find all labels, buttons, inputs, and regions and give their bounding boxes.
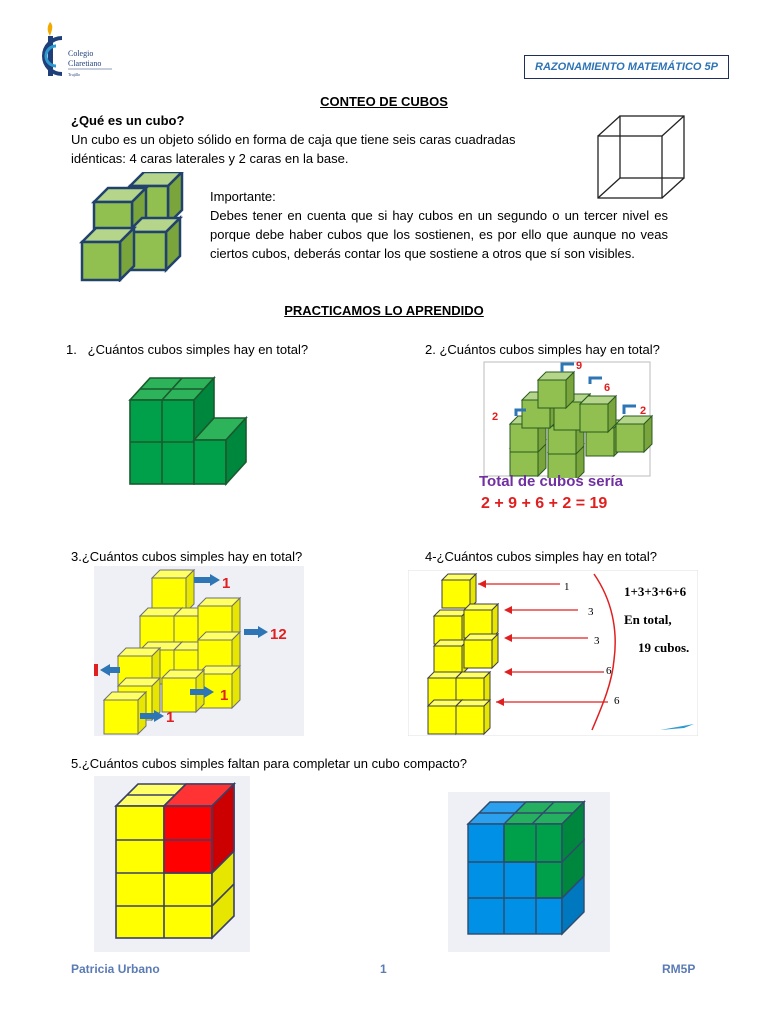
intro-cubes-figure [78, 172, 202, 282]
fig2-equation: 2 + 9 + 6 + 2 = 19 [481, 495, 608, 512]
figure-1-cubes [128, 374, 248, 486]
cube-definition: Un cubo es un objeto sólido en forma de caja que tiene seis caras cuadradas idénticas: 4 caras laterales y 2 caras en la base. [71, 132, 516, 166]
fig3-label-top: 1 [222, 575, 231, 592]
fig4-total-line-1: En total, [624, 612, 672, 627]
figure-5a-cubes [94, 776, 250, 952]
important-text: Debes tener en cuenta que si hay cubos en un segundo o un tercer nivel es porque debe haber cubos que los sostienen, es por ello que aunque no veas ciertos cubos, deberás contar los que sostiene a otros que sí son visibles. [210, 208, 668, 261]
figure-5b-cubes [448, 792, 610, 952]
page-title: CONTEO DE CUBOS [320, 94, 448, 109]
question-2: 2. ¿Cuántos cubos simples hay en total? [425, 342, 660, 357]
fig2-label-9: 9 [576, 360, 583, 372]
question-1: 1. ¿Cuántos cubos simples hay en total? [66, 342, 309, 357]
fig4-total-line-2: 19 cubos. [638, 640, 690, 655]
fig2-label-2-left: 2 [492, 411, 499, 423]
fig2-total-label: Total de cubos sería [479, 473, 623, 490]
fig2-label-2-right: 2 [640, 405, 647, 417]
figure-2-panel [476, 360, 658, 518]
fig2-label-6: 6 [604, 382, 611, 394]
question-5: 5.¿Cuántos cubos simples faltan para completar un cubo compacto? [71, 756, 467, 771]
logo-text-line-1: Colegio [68, 49, 94, 58]
fig4-label-6b: 6 [614, 695, 620, 707]
important-label: Importante: [210, 189, 276, 204]
question-heading: ¿Qué es un cubo? [71, 113, 185, 128]
school-logo [36, 16, 126, 82]
logo-text-line-3: Trujillo [68, 72, 81, 77]
fig4-label-3a: 3 [588, 606, 594, 618]
course-header [524, 55, 729, 79]
fig4-sum: 1+3+3+6+6 [624, 584, 687, 599]
question-4: 4-¿Cuántos cubos simples hay en total? [425, 549, 657, 564]
footer-code: RM5P [662, 962, 696, 976]
practice-title: PRACTICAMOS LO APRENDIDO [284, 303, 484, 318]
figure-3-panel [94, 566, 304, 736]
footer-author: Patricia Urbano [71, 962, 160, 976]
footer-page-number: 1 [380, 962, 387, 976]
logo-text-line-2: Claretiano [68, 59, 102, 68]
fig4-label-1: 1 [564, 581, 570, 593]
fig3-label-mid: 1 [220, 687, 229, 704]
fig3-label-right: 12 [270, 626, 287, 643]
course-label: RAZONAMIENTO MATEMÁTICO 5P [535, 61, 718, 73]
question-3: 3.¿Cuántos cubos simples hay en total? [71, 549, 303, 564]
figure-4-panel [408, 570, 698, 736]
wireframe-cube-figure [592, 112, 690, 202]
fig4-label-3b: 3 [594, 635, 600, 647]
fig4-label-6a: 6 [606, 665, 612, 677]
fig3-label-bottom: 1 [166, 709, 175, 726]
